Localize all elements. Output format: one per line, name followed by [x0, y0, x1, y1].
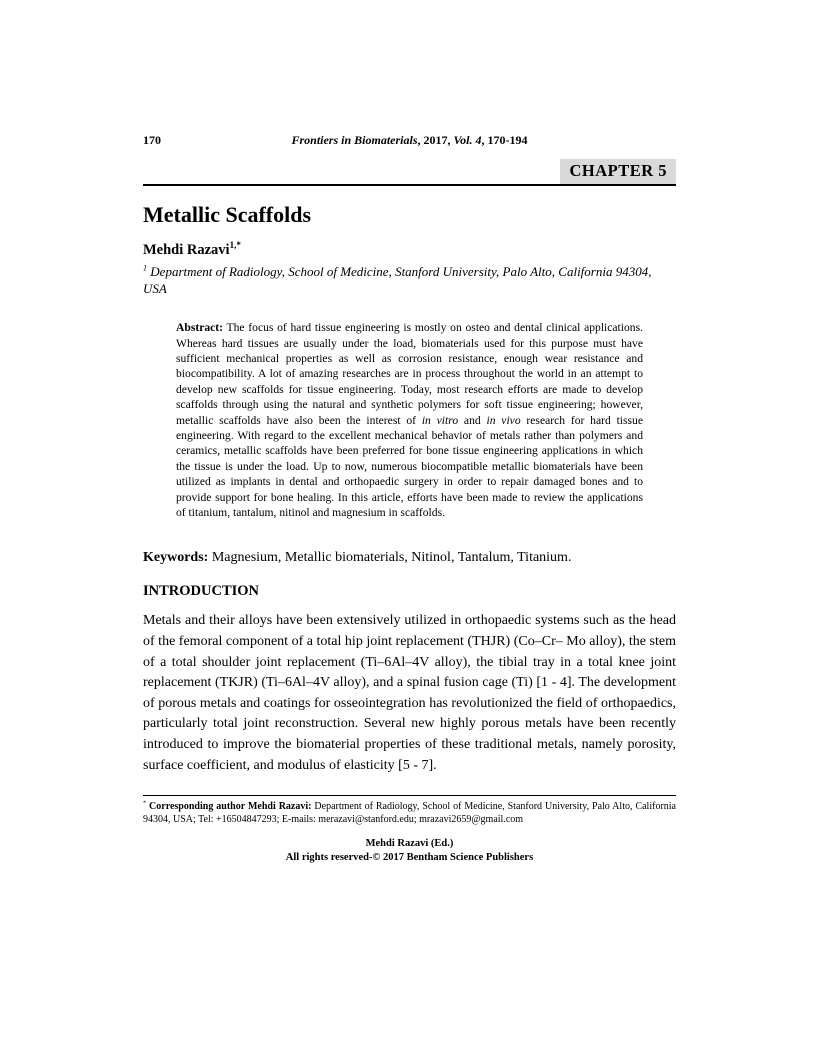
journal-year: , 2017, [417, 133, 454, 147]
abstract-italic-in-vitro: in vitro [421, 413, 459, 427]
author-line [143, 242, 676, 259]
running-header [143, 133, 676, 147]
footnote-marker: * [143, 799, 147, 807]
editor-line: Mehdi Razavi (Ed.) [365, 838, 454, 849]
footnote-bold-text: Corresponding author Mehdi Razavi: [146, 801, 315, 812]
book-footer [143, 837, 676, 864]
affiliation-marker: 1 [143, 264, 148, 274]
journal-reference [291, 133, 527, 147]
page-content [143, 133, 676, 776]
chapter-label: CHAPTER 5 [560, 159, 676, 184]
journal-name: Frontiers in Biomaterials [291, 133, 418, 147]
chapter-banner [143, 159, 676, 186]
introduction-paragraph: Metals and their alloys have been extensively utilized in orthopaedic systems such as the head of the femoral component of a total hip joint replacement (THJR) (Co–Cr– Mo alloy), the stem of a total shoulder joint replacement (Ti–6Al–4V alloy), the tibial tray in a total knee joint replacement (TKJR) (Ti–6Al–4V alloy), and a spinal fusion cage (Ti) [1 - 4]. The development of porous metals and coatings for osseointegration has revolutionized the field of orthopaedics, particularly total joint reconstruction. Several new highly porous metals have been recently introduced to improve the biomaterial properties of these traditional metals, namely porosity, surface coefficient, and modulus of elasticity [5 - 7]. [143, 613, 676, 773]
keywords-text: Magnesium, Metallic biomaterials, Nitinol, Tantalum, Titanium. [208, 550, 572, 566]
footnote-divider [143, 795, 676, 796]
footnote-text: Department of Radiology, School of Medicine, Stanford University, Palo Alto, California 94304, USA; Tel: +16504847293; E-mails: merazavi@stanford.edu; mrazavi2659@gmail.com [143, 801, 676, 825]
chapter-title: Metallic Scaffolds [143, 202, 312, 228]
copyright-line: All rights reserved-© 2017 Bentham Science Publishers [285, 851, 534, 863]
abstract-text-1: The focus of hard tissue engineering is mostly on osteo and dental clinical applications. Whereas hard tissues are usually under the load, biomaterials used for this purpose must have sufficient mechanical properties as well as corrosion resistance, enough wear resistance and biocompatibility. A lot of amazing researches are in process throughout the world in an attempt to develop new scaffolds for tissue engineering. Today, most research efforts are made to develop scaffolds through using the natural and synthetic polymers for soft tissue engineering; however, metallic scaffolds have also been the interest of [176, 321, 643, 427]
abstract-label: Abstract: [176, 321, 224, 335]
journal-volume: Vol. 4 [453, 133, 482, 147]
abstract-connector: and [458, 413, 487, 427]
page-bottom [143, 795, 676, 864]
abstract-italic-in-vivo: in vivo [486, 413, 521, 427]
section-heading-introduction: INTRODUCTION [143, 583, 260, 600]
page-number: 170 [143, 133, 161, 147]
affiliation-text: Department of Radiology, School of Medicine, Stanford University, Palo Alto, California 94304, USA [143, 264, 652, 297]
author-affiliation-marker: 1,* [229, 240, 241, 251]
keywords-label: Keywords: [143, 550, 209, 566]
keywords-line [143, 550, 676, 566]
abstract [176, 320, 643, 520]
affiliation [143, 264, 676, 298]
journal-pages: , 170-194 [481, 133, 528, 147]
corresponding-author-footnote [143, 801, 676, 826]
author-name: Mehdi Razavi [143, 242, 230, 259]
abstract-text-2: research for hard tissue engineering. With regard to the excellent mechanical behavior of metals rather than polymers and ceramics, metallic scaffolds have been preferred for bone tissue engineering applications in which the tissue is under the load. Up to now, numerous biocompatible metallic biomaterials have been utilized as implants in dental and orthopaedic surgery in order to repair damaged bones and to provide support for bone healing. In this article, efforts have been made to review the applications of titanium, tantalum, nitinol and magnesium in scaffolds. [176, 413, 643, 520]
